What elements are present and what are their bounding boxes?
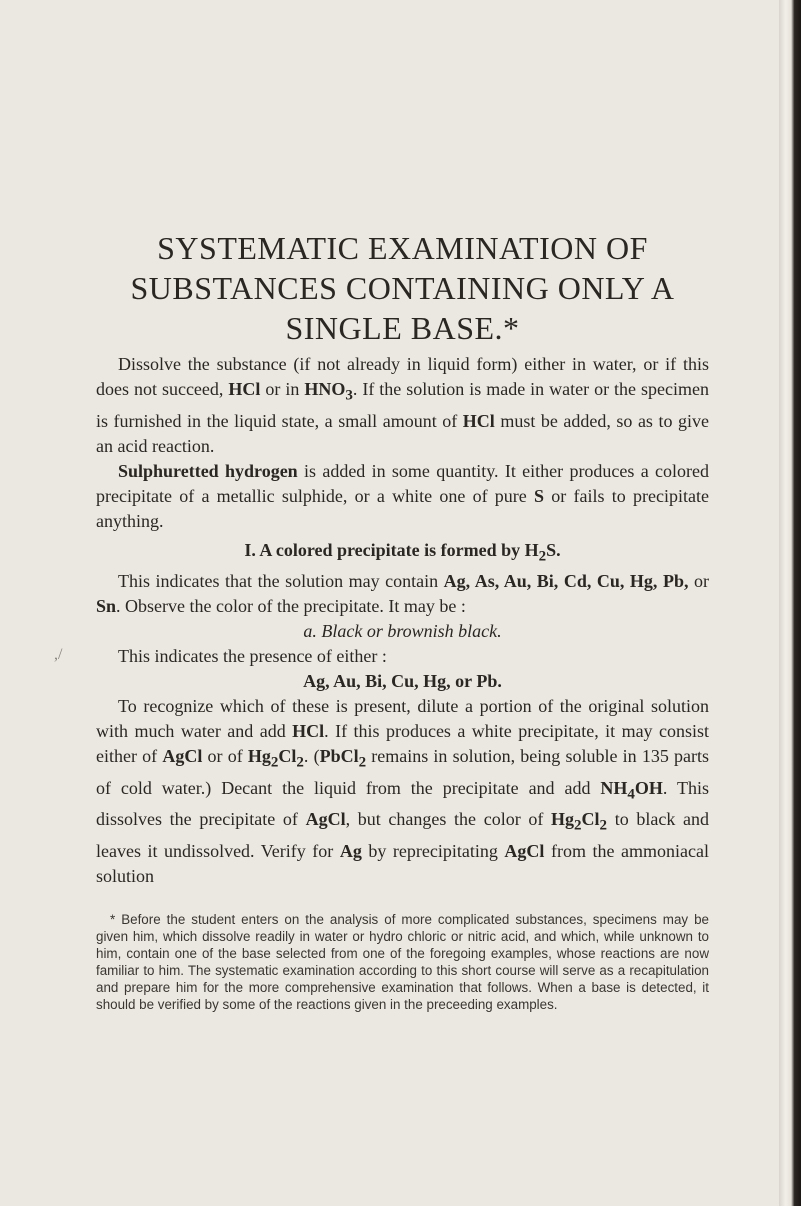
title-line-3: SINGLE BASE.* [285,310,520,346]
paragraph-dissolve: Dissolve the substance (if not already in liquid form) either in water, or if this does not succeed, HCl or in $HNO_3$. If the solution is made in water or the specimen is furnished in the liquid state, a small amount of HCl must be added, so as to give an acid reaction. [96,354,709,456]
formula-hcl: HCl [228,379,261,399]
term-sulphuretted-hydrogen: Sulphuretted hydrogen [118,460,298,481]
element-list-centered: Ag, Au, Bi, Cu, Hg, or Pb. [303,671,502,692]
case-heading: a. Black or brownish black. [303,621,502,642]
paragraph-presence: This indicates the presence of either : [118,646,387,667]
formula-s: S [534,485,545,506]
title-line-2: SUBSTANCES CONTAINING ONLY A [130,270,675,306]
footnote: * Before the student enters on the analysis of more complicated substances, specimens may be given him, which dissolve readily in water or hydro chloric or nitric acid, and which, while unknown to him, contain one of the base selected from one of the foregoing examples, whose reactions are now familiar to him. The systematic examination according to this short course will serve as a recapitulation and prepare him for the more comprehensive examination that follows. When a base is detected, it should be verified by some of the reactions given in the preceeding examples. [96,911,709,1012]
element-list: Ag, As, Au, Bi, Cd, Cu, Hg, Pb, [443,571,689,592]
element-sn: Sn [96,596,117,617]
section-heading: I. A colored precipitate is formed by $H_2S$. [244,539,561,565]
paragraph-indicates: This indicates that the solution may contain Ag, As, Au, Bi, Cd, Cu, Hg, Pb, or Sn. Observe the color of the precipitate. It may be : [96,571,709,617]
margin-mark: ,/ [54,646,63,663]
formula-hno3: $HNO_3$ [304,379,353,404]
title-line-1: SYSTEMATIC EXAMINATION OF [157,230,648,266]
page-content [96,228,709,1013]
paragraph-recognize: To recognize which of these is present, dilute a portion of the original solution with much water and add HCl. If this produces a white precipitate, it may consist either of AgCl or of $Hg_2Cl_2$. (PbCl$_2$ remains in solution, being soluble in 135 parts of cold water.) Decant the liquid from the precipitate and add $NH_4OH$. This dissolves the precipitate of AgCl, but changes the color of $Hg_2Cl_2$ to black and leaves it undissolved. Verify for Ag by reprecipitating AgCl from the ammoniacal solution [96,696,710,886]
page-edge-shadow [779,0,801,1206]
paragraph-sulphuretted: Sulphuretted hydrogen is added in some quantity. It either produces a colored precipitate of a metallic sulphide, or a white one of pure S or fails to precipitate anything. [96,460,709,531]
page-title [96,228,709,348]
formula-hcl: HCl [462,410,495,431]
